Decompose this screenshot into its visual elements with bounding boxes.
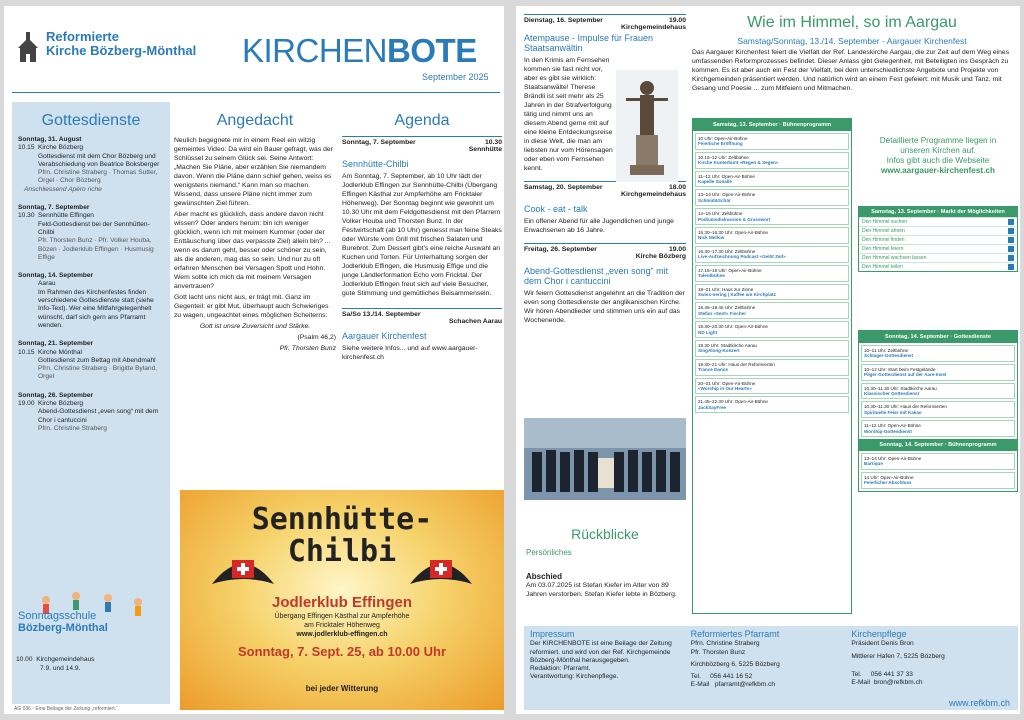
service-row xyxy=(18,349,164,357)
service-people: Pfrn. Christine Straberg xyxy=(38,424,107,432)
impressum-line: Der KIRCHENBOTE ist eine Beilage der Zeitung reformiert. und wird von der Ref. Kirchgemeinde Bözberg-Mönthal herausgegeben. xyxy=(530,640,672,664)
program-name: Schlager-Gottesdienst xyxy=(864,353,914,359)
andacht-para: Gott lacht uns nicht aus, er trägt mit. Ganz im Gegenteil: er gibt Mut, überhaupt auch Schwieriges zu wagen, ungeachtet eines möglichen Scheiterns: xyxy=(174,294,329,319)
markt-label: Den Himmel finden xyxy=(862,237,905,243)
service-item xyxy=(12,272,170,330)
event-date: Samstag, 20. September xyxy=(524,184,603,191)
markt-item[interactable] xyxy=(859,235,1017,244)
service-row xyxy=(18,357,164,365)
impressum-heading: Impressum xyxy=(530,629,575,639)
program-time: 21.45–22.30 Uhr: Open-Air-Bühne xyxy=(698,399,768,405)
rueckblicke-abschied xyxy=(526,572,684,599)
program-time: 10 Uhr: Open-Air-Bühne xyxy=(698,136,748,141)
choir-photo xyxy=(524,418,686,500)
gottesdienste-list xyxy=(12,136,170,433)
left-page xyxy=(4,6,504,714)
program-name: Kapelle Sonalle xyxy=(698,179,732,185)
service-text: Gottesdienst mit dem Chor Bözberg und Verabschiedung von Beatrice Boksberger xyxy=(38,152,160,168)
logo-line2: Kirche Bözberg-Mönthal xyxy=(46,43,197,58)
sonntagsschule-time: 10.00 xyxy=(16,656,33,663)
arrow-right-icon xyxy=(1008,228,1014,234)
program-time: 10–12 Uhr: Start beim Festgelände xyxy=(864,366,936,372)
arrow-right-icon xyxy=(1008,264,1014,270)
poster-location-line1: Übergang Effingen Kästhal zur Ampferhöhe xyxy=(274,613,410,620)
pfarramt-email[interactable]: E-Mail pfarramt@refkbm.ch xyxy=(690,681,776,689)
service-text: Kirche Bözberg xyxy=(38,400,84,408)
program-time: 19.30–20.30 Uhr: Open-Air-Bühne xyxy=(698,324,768,330)
sunday-program xyxy=(858,330,1018,492)
poster-club: Jodlerklub Effingen xyxy=(271,594,412,611)
arrow-right-icon xyxy=(1008,237,1014,243)
sonntagsschule-title xyxy=(18,610,108,634)
event-title: Atempause - Impulse für Frauen Staatsanwältin xyxy=(524,33,654,53)
program-name: Nick Mellow xyxy=(698,235,725,241)
service-row xyxy=(18,153,164,170)
markt-item[interactable] xyxy=(859,262,1017,271)
header-divider xyxy=(12,92,500,93)
detail-programs-note xyxy=(858,136,1018,176)
detail-line: unseren Kirchen auf. xyxy=(900,146,976,155)
program-time: 10–11 Uhr: Zeltbühne xyxy=(864,348,909,353)
markt-header: Samstag, 13. September · Markt der Möglichkeiten xyxy=(859,207,1017,217)
program-item xyxy=(861,383,1015,400)
issue-date: September 2025 xyxy=(422,72,489,82)
saturday-program xyxy=(692,118,852,614)
program-time: 16.30–17.30 Uhr: Zeltbühne xyxy=(698,248,756,254)
service-row xyxy=(18,280,164,288)
program-item xyxy=(695,189,849,206)
program-time: 10.30–11.30 Uhr: Haus der Reformierten xyxy=(864,404,947,410)
program-item xyxy=(695,208,849,225)
service-date: Sonntag, 7. September xyxy=(18,204,90,212)
abschied-heading: Abschied xyxy=(526,572,563,581)
markt-der-moeglichkeiten xyxy=(858,206,1018,272)
andacht-ref: (Psalm 46,2) xyxy=(297,334,336,341)
program-time: 18–21 Uhr: Haus zur Zinne xyxy=(698,286,754,292)
andacht-title: Angedacht xyxy=(216,112,294,129)
program-name: Spirituelle Feier mit Kakao xyxy=(864,409,922,415)
program-name: Talentbühne xyxy=(698,273,725,279)
event-date: Freitag, 26. September xyxy=(524,246,597,253)
program-name: Pilger-Gottesdienst auf der Aare-Insel xyxy=(864,372,947,378)
pfarramt-name: Pfrn. Christine Straberg xyxy=(690,640,760,648)
sonntagsschule-info xyxy=(16,656,94,673)
event-time: 18.00 xyxy=(668,184,686,191)
program-item xyxy=(861,401,1015,418)
event-header xyxy=(524,181,686,191)
event-header xyxy=(524,243,686,253)
service-people: Pfr. Thorsten Bunz · Pfr. Volker Houba, Bözen · Jodlerklub Effingen · Husmusig Effige xyxy=(38,237,154,261)
sonntagsschule-location: Kirchgemeindehaus xyxy=(36,656,95,663)
event-time: 19.00 xyxy=(668,246,686,253)
sonntagsschule-name: Sonntagsschule xyxy=(18,610,97,622)
sunday-gd-header: Sonntag, 14. September · Gottesdienste xyxy=(859,331,1017,343)
kirchenpflege-col xyxy=(851,630,1012,706)
program-time: 13–14 Uhr: Open-Air-Bühne xyxy=(864,456,922,462)
poster-location xyxy=(180,612,504,639)
program-name: ND Light xyxy=(698,329,718,335)
service-time xyxy=(18,408,38,425)
abschied-text: Am 03.07.2025 ist Stefan Kiefer im Alter von 89 Jahren verstorben. Stefan Kiefer lebte in Bözberg. xyxy=(526,582,677,598)
poster-when: Sonntag, 7. Sept. 25, ab 10.00 Uhr xyxy=(237,644,447,659)
program-time: 11–12 Uhr: Open-Air-Bühne xyxy=(864,423,921,429)
service-text: Aarau xyxy=(38,280,56,288)
program-item xyxy=(861,472,1015,489)
impressum-bar xyxy=(524,626,1018,710)
service-text: Gottesdienst zum Bettag mit Abendmahl xyxy=(38,356,156,364)
right-page xyxy=(516,6,1020,714)
program-name: Podiumsdiskussion & Grusswort xyxy=(698,216,771,222)
program-name: Klassischer Gottesdienst xyxy=(864,391,920,397)
service-time xyxy=(18,357,38,365)
page-footer: AG 036 · Eine Beilage der Zeitung „reformiert.“ xyxy=(14,706,118,712)
agenda-column xyxy=(342,102,502,362)
pfarramt-heading: Reformiertes Pfarramt xyxy=(690,629,780,639)
arrow-right-icon xyxy=(1008,246,1014,252)
service-note: Anschliessend Apéro riche xyxy=(24,185,102,193)
markt-item[interactable] xyxy=(859,217,1017,226)
markt-label: Den Himmel teilen xyxy=(862,264,903,270)
sunday-stage-header: Sonntag, 14. September · Bühnenprogramm xyxy=(859,439,1017,451)
rueckblicke-title: Rückblicke xyxy=(571,526,639,542)
service-row xyxy=(18,289,164,330)
markt-item[interactable] xyxy=(859,244,1017,253)
event-text: Wir feiern Gottesdienst angelehnt an die Tradition der even song Gottesdienste der anglikanischen Kirche. Wir hören Abendlieder und stimmen uns ein auf das Wochenende. xyxy=(524,290,685,324)
program-time: 19.30 Uhr: Stadtkirche Aarau xyxy=(698,342,757,348)
service-time: 10.15 xyxy=(18,348,35,356)
program-time: 17.15–19 Uhr: Open-Air-Bühne xyxy=(698,267,762,273)
program-name: Worship-Gottesdienst xyxy=(864,428,912,434)
event-text: Ein offener Abend für alle Jugendlichen und junge Erwachsenen ab 16 Jahre. xyxy=(524,218,674,234)
program-name: Swiss-nering | Kaffee am Kirchplatz xyxy=(698,291,776,297)
program-time: 10.15–12 Uhr: Zeltbühne xyxy=(698,154,749,160)
service-text: Im Rahmen des Kirchenfestes finden verschiedene Gottesdienste statt (siehe Info-Text). Wer eine Mitfahrgelegenheit wünscht, darf sich gern ans Pfarramt wenden. xyxy=(38,288,154,329)
program-name: «Worship in Our Hearts» xyxy=(698,385,752,391)
rueckblicke-subtitle: Persönliches xyxy=(526,548,572,557)
program-time: 10.30–11.30 Uhr: Stadtkirche Aarau xyxy=(864,385,937,391)
program-item xyxy=(695,359,849,376)
logo-line1: Reformierte xyxy=(46,29,119,44)
service-time: 10.15 xyxy=(18,144,35,152)
program-name: JackSayFree xyxy=(698,404,727,410)
arrow-right-icon xyxy=(1008,255,1014,261)
poster-location-line2: am Fricktaler Höhenweg xyxy=(304,622,380,629)
program-time: 11–12 Uhr: Open-Air-Bühne xyxy=(698,173,755,179)
service-time xyxy=(18,280,38,288)
poster-url: www.jodlerklub-effingen.ch xyxy=(296,631,388,638)
event-place: Kirche Bözberg xyxy=(635,253,686,260)
program-time: 15.30–16.30 Uhr: Open-Air-Bühne xyxy=(698,230,768,236)
kirchenpflege-heading: Kirchenpflege xyxy=(851,629,907,639)
event-place: Kirchgemeindehaus xyxy=(621,24,686,31)
program-time: 19.30–21 Uhr: Haus der Reformierten xyxy=(698,361,775,367)
service-time: 19.00 xyxy=(18,400,35,408)
service-time: 10.30 xyxy=(18,212,35,220)
event-place: Sennhütte xyxy=(468,146,502,153)
gottesdienste-title: Gottesdienste xyxy=(41,112,141,129)
poster-weather: bei jeder Witterung xyxy=(305,684,379,693)
program-item xyxy=(695,396,849,413)
program-header: Samstag, 13. September · Bühnenprogramm xyxy=(693,119,851,131)
markt-label: Den Himmel suchen xyxy=(862,219,908,225)
event-text: In den Krimis am Fernsehen kommen sie fast nicht vor, aber es gibt sie wirklich: Staatsanwälte! Therese Brändli ist seit mehr als 25 Jahren in der Strafverfolgung tätig und nimmt uns an diesem Abend gerne mit auf eine kleine Entdeckungsreise in diese Welt, die man am liebsten nur vom Hörensagen oder eben vom Fernsehen kennt. xyxy=(524,57,613,172)
kirchenpflege-name: Präsident Denis Bron xyxy=(851,640,914,648)
event-time: 10.30 xyxy=(484,139,502,146)
program-item xyxy=(695,284,849,301)
andacht-quote: Gott ist unsre Zuversicht und Stärke. xyxy=(199,323,311,330)
program-time: 14 Uhr: Open-Air-Bühne xyxy=(864,474,914,480)
service-row xyxy=(18,408,164,425)
sonntagsschule-dates: 7.9. und 14.9. xyxy=(40,664,81,672)
arrow-right-icon xyxy=(1008,219,1014,225)
service-text: Abend-Gottesdienst „even song“ mit dem Chor i cantuccini xyxy=(38,408,159,424)
impressum-line: Verantwortung: Kirchenpflege. xyxy=(530,673,619,681)
service-row xyxy=(18,400,164,408)
kirchenpflege-email[interactable]: E-Mail bron@refkbm.ch xyxy=(851,679,923,687)
justitia-statue-image xyxy=(616,70,678,182)
program-item xyxy=(861,364,1015,381)
kirchenpflege-phone: Tel. 056 441 37 33 xyxy=(851,670,913,678)
impressum-line: Redaktion: Pfarramt. xyxy=(530,665,591,673)
program-item xyxy=(861,345,1015,362)
service-people: Pfrn. Christine Straberg · Brigitte Byland, Orgel xyxy=(38,365,158,381)
service-date: Sonntag, 14. September xyxy=(18,272,94,280)
pfarramt-col xyxy=(691,630,852,706)
event-header xyxy=(342,308,502,318)
detail-line: Detaillierte Programme liegen in xyxy=(879,136,997,145)
event-title: Aargauer Kirchenfest xyxy=(342,331,427,341)
logo-text xyxy=(46,30,196,58)
kirchenfest-subtitle: Samstag/Sonntag, 13./14. September - Aargauer Kirchenfest xyxy=(737,36,967,46)
program-name: Trance Dance xyxy=(698,367,728,373)
poster-title xyxy=(180,504,504,568)
program-item xyxy=(695,227,849,244)
masthead-part2: BOTE xyxy=(387,32,477,69)
service-item xyxy=(12,340,170,381)
event-place: Kirchgemeindehaus xyxy=(621,191,686,198)
program-name: Stefan «Sent» Fischer xyxy=(698,310,746,316)
program-time: 18.45–19.45 Uhr: Zeltbühne xyxy=(698,305,756,311)
sunday-stage-list xyxy=(859,453,1017,489)
event-place: Schachen Aarau xyxy=(448,318,502,325)
agenda-title: Agenda xyxy=(394,112,450,129)
detail-line: Infos gibt auch die Webseite xyxy=(886,156,990,165)
program-name: SingAlong-Konzert xyxy=(698,348,740,354)
masthead xyxy=(242,34,477,68)
program-item xyxy=(695,246,849,263)
service-item xyxy=(12,136,170,194)
church-logo-icon xyxy=(14,30,42,64)
website-link[interactable]: www.refkbm.ch xyxy=(948,698,1010,708)
andacht-column xyxy=(174,102,336,355)
poster-title-line2: Chilbi xyxy=(287,534,397,569)
andacht-author: Pfr. Thorsten Bunz xyxy=(279,345,336,352)
service-people: Pfrn. Christine Straberg · Thomas Sutter, Orgel · Chor Bözberg xyxy=(38,169,158,185)
service-time xyxy=(18,153,38,170)
service-row xyxy=(18,221,164,238)
event-text: Am Sonntag, 7. September, ab 10 Uhr lädt der Jodlerklub Effingen zur Sennhütte-Chilbi (Übergang Effingen Kästhal zur Ampferhöhe am Fricktaler Höhenweg). Der Sonntag beginnt wie gewohnt um 10.30 Uhr mit dem Feldgottesdienst mit den Pfarrern Volker Houba und Thorsten Bunz. In der Festwirtschaft (ab 10 Uhr) geniesst man feine Steaks oder Würste vom Grill mit frischen Salaten und Burebrot. Zum Dessert gibt's eine reiche Auswahl an Kuchen und Torten. Für Unterhaltung sorgen der Jodlerklub Effingen, die Husmusig Effige und die junge Ländlerformation Echo vom Fricktal. Der Jodlerklub Effingen freut sich auf viele Besucher, gute Stimmung und gemütliches Beisammensein. xyxy=(342,173,502,297)
service-time xyxy=(18,289,38,330)
chilbi-poster xyxy=(180,490,504,710)
program-name: Live-Aufzeichnung Podcast «Gelöt Zeit» xyxy=(698,254,786,260)
detail-url-link[interactable]: www.aargauer-kirchenfest.ch xyxy=(881,166,995,175)
program-item xyxy=(695,152,849,169)
program-item xyxy=(861,453,1015,470)
markt-label: Den Himmel feiern xyxy=(862,246,904,252)
kirchenfest-title: Wie im Himmel, so im Aargau xyxy=(747,14,957,31)
program-item xyxy=(695,321,849,338)
service-item xyxy=(12,204,170,262)
event-title: Sennhütte-Chilbi xyxy=(342,159,409,169)
pfarramt-phone: Tel. 056 441 16 52 xyxy=(690,673,753,681)
event-title: Abend-Gottesdienst „even song“ mit dem Chor i cantuccini xyxy=(524,266,669,286)
program-time: 13–14 Uhr: Open-Air-Bühne xyxy=(698,192,756,198)
markt-label: Den Himmel ahnen xyxy=(862,228,905,234)
program-time: 14–15 Uhr: Zeltbühne xyxy=(698,211,743,217)
sunday-gd-list xyxy=(859,345,1017,437)
service-text: Kirche Bözberg xyxy=(38,144,84,152)
service-date: Sonntag, 31. August xyxy=(18,136,82,143)
program-name: Feierliche Eröffnung xyxy=(698,141,743,147)
program-name: Barrique xyxy=(864,461,883,467)
service-row xyxy=(18,144,164,152)
event-text: Siehe weitere Infos... und auf www.aargauer-kirchenfest.ch xyxy=(342,345,478,361)
kirchenpflege-address: Mittlerer Hafen 7, 5225 Bözberg xyxy=(851,652,945,660)
program-name: Feierlicher Abschluss xyxy=(864,480,912,486)
masthead-part1: KIRCHEN xyxy=(242,32,388,69)
event-title: Cook - eat - talk xyxy=(524,204,588,214)
andacht-para: Aber macht es glücklich, dass andere davon nicht wissen? Oder anders herum: bin ich weniger glücklich, wenn ich mit meinem Kummer (oder der Enttäuschung über das verpasste Ziel) allein bin? ... wenn es darum geht, besser oder schöner zu sein, als die anderen, mag das so sein. Und nur zu oft erfahren Menschen bei Versagen Spott und Hohn. Wem sollte ich mich da mit meinem Versagen anvertrauen? xyxy=(174,211,331,290)
program-name: Schmid&Schär xyxy=(698,197,731,203)
kirchenfest-header xyxy=(692,14,1012,93)
service-time xyxy=(18,221,38,238)
event-time: 19.00 xyxy=(668,17,686,24)
program-item xyxy=(695,378,849,395)
markt-item[interactable] xyxy=(859,226,1017,235)
program-list xyxy=(693,133,851,413)
service-row xyxy=(18,212,164,220)
poster-title-line1: Sennhütte- xyxy=(251,502,433,537)
event-header xyxy=(342,136,502,146)
event-header xyxy=(524,14,686,24)
service-text: Kirche Mönthal xyxy=(38,348,82,356)
service-text: Feld-Gottesdienst bei der Sennhütten-Chilbi xyxy=(38,220,150,236)
service-date: Sonntag, 21. September xyxy=(18,340,94,348)
markt-list xyxy=(859,217,1017,271)
program-item xyxy=(695,340,849,357)
event-date: Sa/So 13./14. September xyxy=(342,311,421,318)
impressum-col xyxy=(530,630,691,706)
andacht-para: Neulich begegnete mir in einem Reel ein witzig gemeintes Video: Da wird ein Bauer gefragt, was der Schlüssel zu seinem Glück sei. Seine Antwort: „Machen Sie Pläne, aber erzählen Sie niemandem davon. Wenn die Pläne dann schief gehen, weiss es wenigstens niemand.“ Kann man so machen. Wissend, dass unsere Pläne nicht immer zum gewünschten Ziel führen. xyxy=(174,137,333,207)
service-item xyxy=(12,392,170,433)
pfarramt-name: Pfr. Thorsten Bunz xyxy=(690,648,746,656)
program-item xyxy=(695,302,849,319)
program-item xyxy=(695,133,849,150)
pfarramt-address: Kirchbözberg 6, 5225 Bözberg xyxy=(690,660,780,668)
kirchenfest-text: Das Aargauer Kirchenfest feiert die Vielfalt der Ref. Landeskirche Aargau, die zur Zeit auf dem Weg eines umfassenden Reformprozesses befindet. Dieser Anlass gibt Gelegenheit, mit Beteiligten ins Gespräch zu kommen. Es ist aber auch ein Fest der Vielfalt, bei dem unterschiedlichste Angebote und Projekte von Kirchgemeinden präsentiert werden. Und natürlich wird an einem Fest gefeiert: mit Musik und Tanz, mit Gesang und Poesie ... zum Mitfeiern und Mitmachen. xyxy=(692,49,1010,92)
markt-label: Den Himmel wachsen lassen xyxy=(862,255,927,261)
program-item xyxy=(861,420,1015,437)
markt-item[interactable] xyxy=(859,253,1017,262)
event-date: Dienstag, 16. September xyxy=(524,17,603,24)
service-date: Sonntag, 26. September xyxy=(18,391,94,399)
service-text: Sennhütte Effingen xyxy=(38,212,94,220)
event-date: Sonntag, 7. September xyxy=(342,139,416,146)
program-item xyxy=(695,265,849,282)
program-time: 20–21 Uhr: Open-Air-Bühne xyxy=(698,380,756,386)
program-name: Kirche Kunterbunt «Regen & Segen» xyxy=(698,160,779,166)
sonntagsschule-place: Bözberg-Mönthal xyxy=(18,622,108,634)
program-item xyxy=(695,171,849,188)
